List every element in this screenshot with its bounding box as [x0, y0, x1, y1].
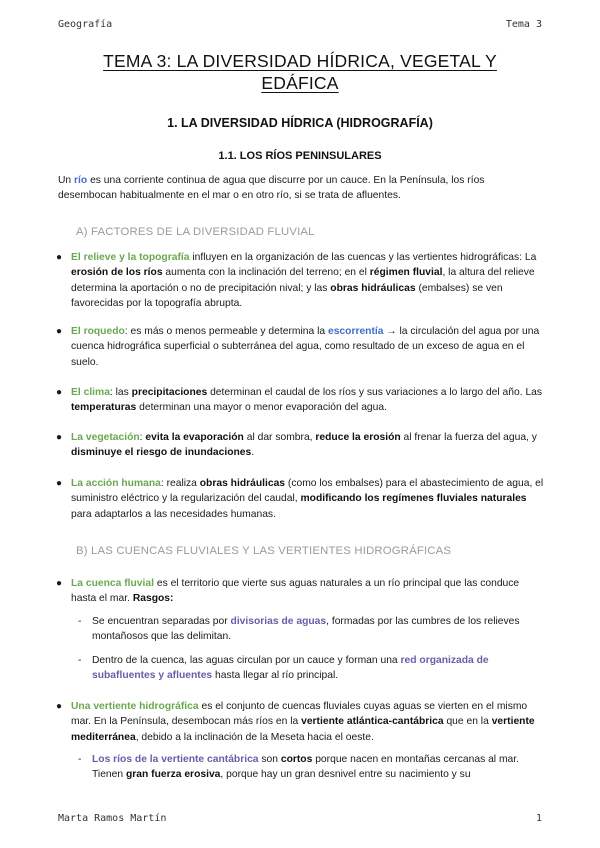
- bullet-accion-humana: ● La acción humana: realiza obras hidráulicas (como los embalses) para el abastecimiento de agua, el suministro eléctrico y la regularización del caudal, modificando los regímenes fluviales naturales para adaptarlos a las necesidades humanas.: [56, 478, 544, 520]
- sub-item-divisorias: - Se encuentran separadas por divisorias de aguas, formadas por las cumbres de los relieves montañosos que las delimitan.: [78, 616, 520, 643]
- page-title: [60, 50, 540, 94]
- heading-section-1: 1. LA DIVERSIDAD HÍDRICA (HIDROGRAFÍA): [167, 116, 433, 130]
- term: La vegetación: [71, 432, 140, 443]
- footer-page-number: 1: [535, 813, 542, 824]
- term: La acción humana: [71, 478, 161, 489]
- section-b-heading: B) LAS CUENCAS FLUVIALES Y LAS VERTIENTES HIDROGRÁFICAS: [76, 545, 452, 557]
- term-rio: río: [74, 175, 88, 186]
- header-subject: Geografía: [58, 19, 113, 30]
- page-title-line1: TEMA 3: LA DIVERSIDAD HÍDRICA, VEGETAL Y: [103, 51, 497, 71]
- sub-item-red-organizada: - Dentro de la cuenca, las aguas circulan por un cauce y forman una red organizada de subafluentes y afluentes hasta llegar al río principal.: [78, 655, 489, 682]
- page-title-line2: EDÁFICA: [261, 73, 339, 93]
- footer-author: Marta Ramos Martín: [58, 813, 167, 824]
- term: Una vertiente hidrográfica: [71, 701, 199, 712]
- term: El clima: [71, 387, 110, 398]
- bullet-icon: ●: [56, 578, 63, 589]
- bullet-clima: ● El clima: las precipitaciones determinan el caudal de los ríos y sus variaciones a lo largo del año. Las temperaturas determinan una mayor o menor evaporación del agua.: [56, 387, 543, 414]
- bullet-icon: ●: [56, 478, 63, 489]
- bullet-vegetacion: ● La vegetación: evita la evaporación al dar sombra, reduce la erosión al frenar la fuerza del agua, y disminuye el riesgo de inundaciones.: [56, 432, 537, 459]
- dash-marker: -: [78, 754, 82, 765]
- intro-paragraph: [58, 173, 543, 203]
- bullet-vertiente: ● Una vertiente hidrográfica es el conjunto de cuencas fluviales cuyas aguas se vierten en el mismo mar. En la Península, desembocan más ríos en la vertiente atlántica-cantábrica que en la vertiente mediterránea, debido a la inclinación de la Meseta hacia el oeste.: [56, 701, 535, 743]
- dash-marker: -: [78, 655, 82, 666]
- bullet-icon: ●: [56, 387, 63, 398]
- intro-text: es una corriente continua de agua que discurre por un cauce. En la Península, los ríos desembocan habitualmente en el mar o en otro río, si se trata de afluentes.: [58, 175, 485, 201]
- bullet-icon: ●: [56, 701, 63, 712]
- term: El roquedo: [71, 326, 125, 337]
- term: La cuenca fluvial: [71, 578, 154, 589]
- section-a-heading: A) FACTORES DE LA DIVERSIDAD FLUVIAL: [76, 226, 315, 238]
- header-topic: Tema 3: [505, 19, 542, 30]
- bullet-icon: ●: [56, 432, 63, 443]
- bullet-icon: ●: [56, 326, 63, 337]
- intro-text: Un: [58, 175, 75, 186]
- term: El relieve y la topografía: [71, 252, 190, 263]
- bullet-relieve: ● El relieve y la topografía influyen en la organización de las cuencas y las vertientes hidrográficas: La erosión de los ríos aumenta con la inclinación del terreno; en el régimen fluvial, la altura del relieve determina la aportación o no de precipitación nival; y las obras hidráulicas (embalses) se ven favorecidas por la topografía abrupta.: [56, 252, 537, 309]
- sub-item-cantabrica: - Los ríos de la vertiente cantábrica son cortos porque nacen en montañas cercanas al mar. Tienen gran fuerza erosiva, porque hay un gran desnivel entre su nacimiento y su: [78, 754, 519, 781]
- dash-marker: -: [78, 616, 82, 627]
- bullet-roquedo: ● El roquedo: es más o menos permeable y determina la escorrentía → la circulación del agua por una cuenca hidrográfica superficial o subterránea del agua, como resultado de un exceso de agua en el suelo.: [56, 326, 540, 368]
- bullet-icon: ●: [56, 252, 63, 263]
- bullet-cuenca-fluvial: ● La cuenca fluvial es el territorio que vierte sus aguas naturales a un río principal que las conduce hasta el mar. Rasgos:: [56, 578, 520, 605]
- heading-subsection-1-1: 1.1. LOS RÍOS PENINSULARES: [218, 150, 382, 162]
